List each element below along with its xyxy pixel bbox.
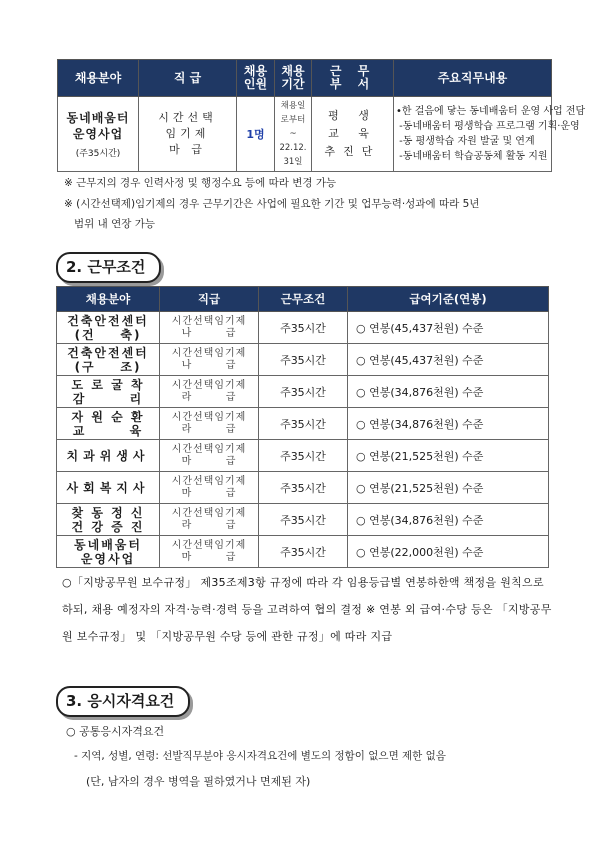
position-cell: 시간선택임기제 라 급 xyxy=(160,504,259,536)
note-line: ※ (시간선택제)임기제의 경우 근무기간은 사업에 필요한 기간 및 업무능력·성과에 따라 5년 xyxy=(64,198,480,210)
duties-cell xyxy=(394,97,586,172)
table-row xyxy=(57,312,549,344)
header-duties: 주요직무내용 xyxy=(394,60,552,97)
position-cell: 시간선택임기제 마 급 xyxy=(160,440,259,472)
category-cell: 찾 동 정 신 건 강 증 진 xyxy=(57,504,160,536)
hours-cell: 주35시간 xyxy=(259,376,348,408)
hours-cell: 주35시간 xyxy=(259,440,348,472)
salary-cell: ○ 연봉(45,437천원) 수준 xyxy=(348,312,549,344)
table-row xyxy=(57,408,549,440)
category-cell: 건축안전센터 (건 축) xyxy=(57,312,160,344)
salary-cell: ○ 연봉(34,876천원) 수준 xyxy=(348,408,549,440)
header-hours: 근무조건 xyxy=(259,287,348,312)
hours-cell: 주35시간 xyxy=(259,504,348,536)
hours-cell: 주35시간 xyxy=(259,472,348,504)
table-row xyxy=(57,344,549,376)
position-cell: 시간선택임기제 나 급 xyxy=(160,312,259,344)
category-cell: 건축안전센터 (구 조) xyxy=(57,344,160,376)
requirement-item: - 지역, 성별, 연령: 선발직무분야 응시자격요건에 별도의 정함이 없으면 제한 없음 xyxy=(74,750,446,762)
table-row xyxy=(57,376,549,408)
duty-line: -동네배움터 평생학습 프로그램 기획·운영 xyxy=(396,121,580,132)
section-title-work-conditions: 2. 근무조건 xyxy=(56,252,161,283)
table-row xyxy=(57,504,549,536)
header-salary: 급여기준(연봉) xyxy=(348,287,549,312)
position-cell: 시간선택임기제 라 급 xyxy=(160,408,259,440)
recruitment-header-row xyxy=(58,60,552,97)
period-cell: 채용일 로부터 ~ 22.12. 31일 xyxy=(275,97,312,172)
recruitment-table xyxy=(57,59,586,172)
category-cell: 동네배움터 운영사업 xyxy=(57,536,160,568)
category-cell: 사회복지사 xyxy=(57,472,160,504)
duty-line: -동 평생학습 자원 발굴 및 연계 xyxy=(396,136,535,147)
duty-line: •한 걸음에 닿는 동네배움터 운영 사업 전담 xyxy=(396,106,586,117)
hours-cell: 주35시간 xyxy=(259,536,348,568)
salary-cell: ○ 연봉(45,437천원) 수준 xyxy=(348,344,549,376)
note-line: ※ 근무지의 경우 인력사정 및 행정수요 등에 따라 변경 가능 xyxy=(64,177,337,189)
hours-cell: 주35시간 xyxy=(259,344,348,376)
header-department: 근 무 부 서 xyxy=(312,60,394,97)
position-cell: 시간선택임기제 마 급 xyxy=(160,536,259,568)
department-cell: 평 생 교 육 추진단 xyxy=(312,97,394,172)
category-cell: 치과위생사 xyxy=(57,440,160,472)
table-row xyxy=(58,97,552,172)
category-cell xyxy=(58,97,139,172)
requirement-item: (단, 남자의 경우 병역을 필하였거나 면제된 자) xyxy=(86,775,311,788)
position-cell: 시간선택임기제 마 급 xyxy=(160,472,259,504)
header-position: 직급 xyxy=(160,287,259,312)
work-conditions-header-row xyxy=(57,287,549,312)
header-category: 채용분야 xyxy=(58,60,139,97)
hours-cell: 주35시간 xyxy=(259,312,348,344)
header-count: 채용 인원 xyxy=(237,60,275,97)
table-row xyxy=(57,440,549,472)
requirements-heading: ○ 공통응시자격요건 xyxy=(66,725,165,738)
work-conditions-table xyxy=(56,286,549,568)
salary-cell: ○ 연봉(34,876천원) 수준 xyxy=(348,504,549,536)
header-period: 채용 기간 xyxy=(275,60,312,97)
category-cell: 도 로 굴 착 감 리 xyxy=(57,376,160,408)
salary-cell: ○ 연봉(34,876천원) 수준 xyxy=(348,376,549,408)
header-position: 직 급 xyxy=(139,60,237,97)
position-cell: 시간선택임기제 나 급 xyxy=(160,344,259,376)
header-category: 채용분야 xyxy=(57,287,160,312)
table-row xyxy=(57,536,549,568)
position-cell: 시간선택 임기제 마 급 xyxy=(139,97,237,172)
hours-cell: 주35시간 xyxy=(259,408,348,440)
category-cell: 자 원 순 환 교 육 xyxy=(57,408,160,440)
salary-regulation-paragraph: ○「지방공무원 보수규정」 제35조제3항 규정에 따라 각 임용등급별 연봉하한액 책정을 원칙으로 하되, 채용 예정자의 자격·능력·경력 등을 고려하여 협의 결정 ※ 연봉 외 급여·수당 등은 「지방공무원 보수규정」 및 「지방공무원 수당 등에 관한 규정」에 따라 지급 xyxy=(62,576,552,643)
note-line: 범위 내 연장 가능 xyxy=(64,218,156,230)
duty-line: -동네배움터 학습공동체 활동 지원 xyxy=(396,151,548,162)
position-cell: 시간선택임기제 라 급 xyxy=(160,376,259,408)
salary-cell: ○ 연봉(22,000천원) 수준 xyxy=(348,536,549,568)
table-row xyxy=(57,472,549,504)
category-name: 동네배움터 운영사업 xyxy=(66,110,130,141)
category-note: (주35시간) xyxy=(75,148,121,159)
salary-cell: ○ 연봉(21,525천원) 수준 xyxy=(348,472,549,504)
count-cell: 1명 xyxy=(237,97,275,172)
salary-cell: ○ 연봉(21,525천원) 수준 xyxy=(348,440,549,472)
section-title-qualifications: 3. 응시자격요건 xyxy=(56,686,190,717)
